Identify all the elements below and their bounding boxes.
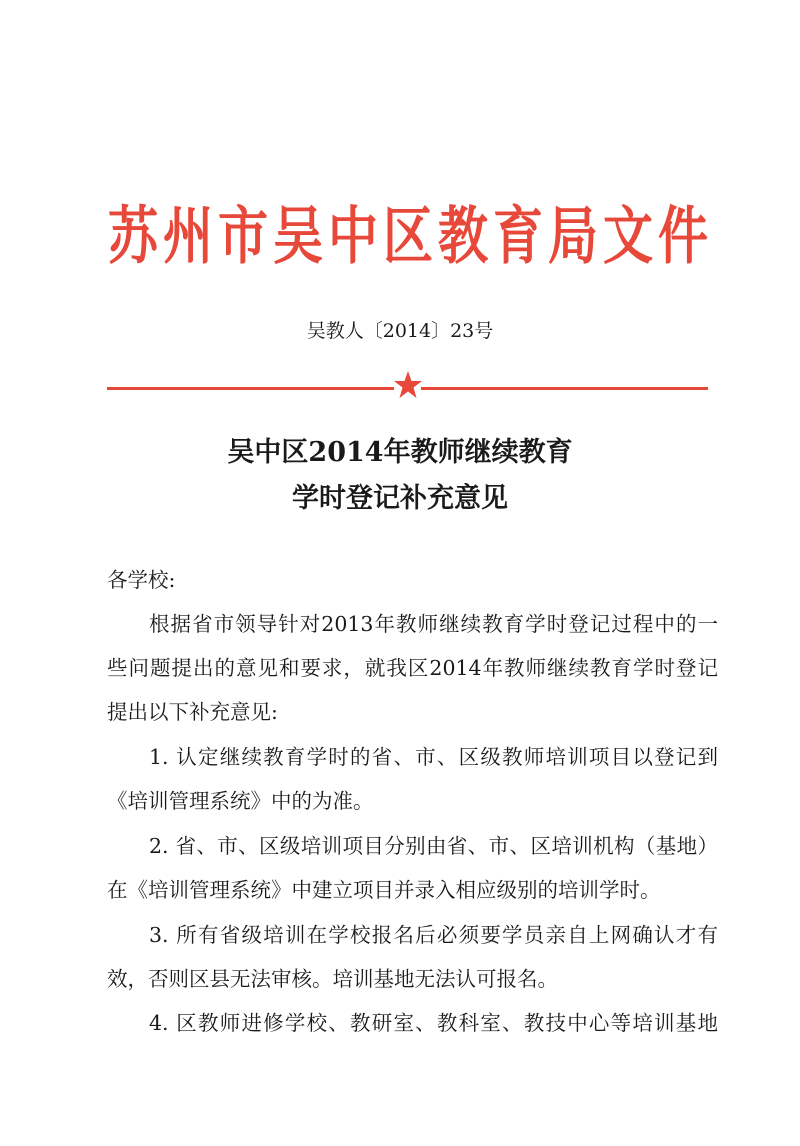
body-line: 1. 认定继续教育学时的省、市、区级教师培训项目以登记到 [149, 745, 718, 769]
document-masthead: 苏州市吴中区教育局文件 [108, 199, 708, 273]
document-number: 吴教人〔2014〕23号 [306, 320, 494, 342]
document-title-line-2: 学时登记补充意见 [292, 483, 508, 514]
body-line: 2. 省、市、区级培训项目分别由省、市、区培训机构（基地） [149, 834, 718, 858]
salutation: 各学校: [107, 568, 176, 592]
divider-right [421, 387, 708, 390]
body-line: 根据省市领导针对2013年教师继续教育学时登记过程中的一 [149, 612, 718, 636]
divider-left [107, 387, 394, 390]
body-line: 些问题提出的意见和要求，就我区2014年教师继续教育学时登记 [107, 656, 718, 680]
document-title-line-1: 吴中区2014年教师继续教育 [227, 437, 573, 468]
body-line: 《培训管理系统》中的为准。 [107, 789, 374, 813]
body-line: 在《培训管理系统》中建立项目并录入相应级别的培训学时。 [107, 878, 661, 902]
body-line: 4. 区教师进修学校、教研室、教科室、教技中心等培训基地 [149, 1011, 718, 1035]
body-line: 3. 所有省级培训在学校报名后必须要学员亲自上网确认才有 [149, 923, 718, 947]
body-line: 提出以下补充意见: [107, 700, 278, 724]
star-icon [393, 370, 423, 400]
body-line: 效，否则区县无法审核。培训基地无法认可报名。 [107, 967, 558, 991]
